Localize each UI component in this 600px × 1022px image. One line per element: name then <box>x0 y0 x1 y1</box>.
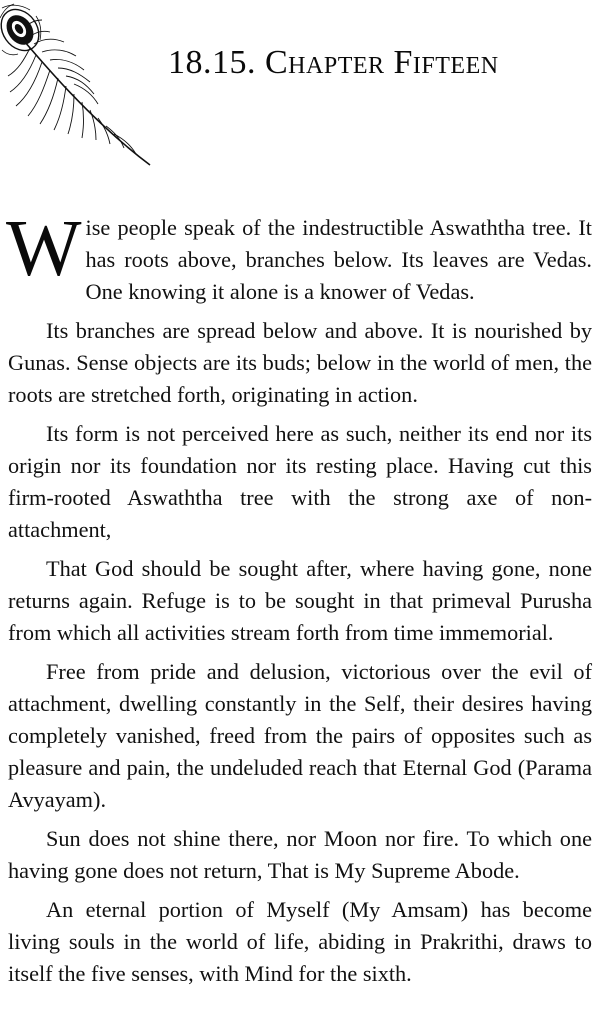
peacock-feather-icon <box>0 0 160 170</box>
paragraph-3: Its form is not perceived here as such, neither its end nor its origin nor its foundation nor its resting place. Having cut this firm-rooted Aswaththa tree with the strong axe of non-attachment, <box>8 421 592 542</box>
chapter-name: Chapter Fifteen <box>265 44 499 81</box>
drop-cap: W <box>6 205 82 293</box>
chapter-number: 18.15. <box>168 44 256 81</box>
paragraph-1 <box>6 205 592 308</box>
paragraph-1-text: ise people speak of the indestructible Aswaththa tree. It has roots above, branches below. Its leaves are Vedas. One knowing it alone is a knower of Vedas. <box>85 215 592 304</box>
chapter-body <box>6 205 592 997</box>
paragraph-2: Its branches are spread below and above. It is nourished by Gunas. Sense objects are its buds; below in the world of men, the roots are stretched forth, originating in action. <box>8 318 592 407</box>
paragraph-7: An eternal portion of Myself (My Amsam) has become living souls in the world of life, abiding in Prakrithi, draws to itself the five senses, with Mind for the sixth. <box>8 897 592 986</box>
paragraph-6: Sun does not shine there, nor Moon nor fire. To which one having gone does not return, That is My Supreme Abode. <box>8 826 592 883</box>
paragraph-5: Free from pride and delusion, victorious over the evil of attachment, dwelling constantly in the Self, their desires having completely vanished, freed from the pairs of opposites such as pleasure and pain, the undeluded reach that Eternal God (Parama Avyayam). <box>8 659 592 812</box>
chapter-title <box>168 44 499 82</box>
paragraph-4: That God should be sought after, where having gone, none returns again. Refuge is to be sought in that primeval Purusha from which all activities stream forth from time immemorial. <box>8 556 592 645</box>
